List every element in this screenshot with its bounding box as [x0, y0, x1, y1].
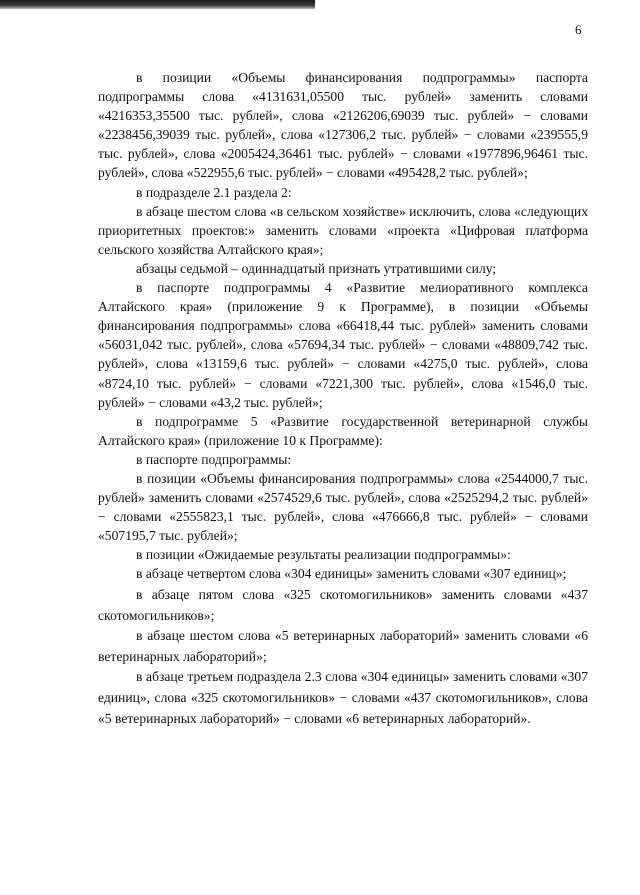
scan-edge-bar [0, 0, 315, 9]
paragraph: абзацы седьмой – одиннадцатый признать утратившими силу; [136, 260, 497, 276]
paragraph: в позиции «Объемы финансирования подпрограммы» паспорта подпрограммы слова «4131631,05500 тыс. рублей» заменить словами «4216353,35500 тыс. рублей», слова «2126206,69039 тыс. рублей» − словами «2238456,39039 тыс. рублей», слова «127306,2 тыс. рублей» − словами «239555,9 тыс. рублей», слова «2005424,36461 тыс. рублей» − словами «1977896,96461 тыс. рублей», слова «522955,6 тыс. рублей» − словами «495428,2 тыс. рублей»; [98, 70, 588, 181]
document-body [98, 68, 588, 729]
paragraph: в позиции «Ожидаемые результаты реализации подпрограммы»: [136, 547, 511, 563]
page-number: 6 [575, 22, 582, 37]
paragraph: в подпрограмме 5 «Развитие государственной ветеринарной службы Алтайского края» (приложение 10 к Программе): [98, 413, 588, 448]
paragraph: в абзаце четвертом слова «304 единицы» заменить словами «307 единиц»; [136, 566, 567, 582]
paragraph: в абзаце шестом слова «5 ветеринарных лабораторий» заменить словами «6 ветеринарных лабораторий»; [98, 628, 588, 664]
paragraph: в абзаце пятом слова «325 скотомогильников» заменить словами «437 скотомогильников»; [98, 587, 588, 623]
paragraph: в паспорте подпрограммы 4 «Развитие мелиоративного комплекса Алтайского края» (приложение 9 к Программе), в позиции «Объемы финансирования подпрограммы» слова «66418,44 тыс. рублей» заменить словами «56031,042 тыс. рублей», слова «57694,34 тыс. рублей» − словами «48809,742 тыс. рублей», слова «13159,6 тыс. рублей» − словами «4275,0 тыс. рублей», слова «8724,10 тыс. рублей» − словами «7221,300 тыс. рублей», слова «1546,0 тыс. рублей» − словами «43,2 тыс. рублей»; [98, 280, 588, 410]
paragraph: в паспорте подпрограммы: [136, 451, 292, 467]
paragraph: в абзаце шестом слова «в сельском хозяйстве» исключить, слова «следующих приоритетных проектов:» заменить словами «проекта «Цифровая платформа сельского хозяйства Алтайского края»; [98, 203, 588, 257]
paragraph: в подразделе 2.1 раздела 2: [136, 184, 292, 200]
paragraph: в позиции «Объемы финансирования подпрограммы» слова «2544000,7 тыс. рублей» заменить словами «2574529,6 тыс. рублей», слова «2525294,2 тыс. рублей» − словами «2555823,1 тыс. рублей», слова «476666,8 тыс. рублей» − словами «507195,7 тыс. рублей»; [98, 470, 588, 544]
paragraph: в абзаце третьем подраздела 2.3 слова «304 единицы» заменить словами «307 единиц», слова «325 скотомогильников» − словами «437 скотомогильников», слова «5 ветеринарных лабораторий» − словами «6 ветеринарных лабораторий». [98, 669, 588, 726]
